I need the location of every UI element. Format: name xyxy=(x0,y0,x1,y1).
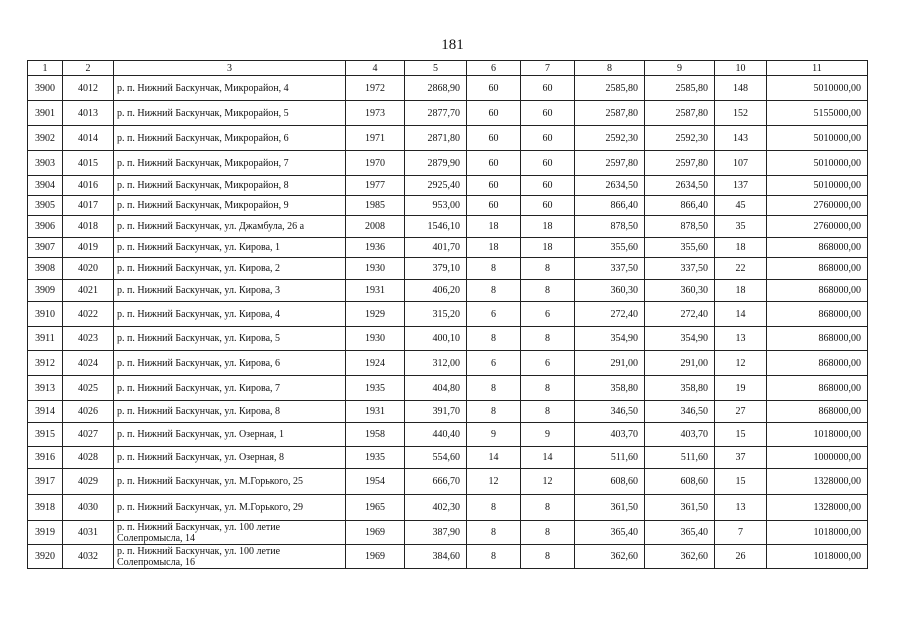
table-cell: р. п. Нижний Баскунчак, ул. Кирова, 4 xyxy=(114,302,346,327)
table-cell: 1935 xyxy=(346,447,405,469)
table-cell: 148 xyxy=(715,76,767,101)
column-header: 6 xyxy=(467,61,521,76)
table-cell: 60 xyxy=(467,196,521,216)
table-cell: 4026 xyxy=(63,401,114,423)
table-cell: 1546,10 xyxy=(405,216,467,238)
table-cell: 6 xyxy=(467,351,521,376)
table-cell: 3918 xyxy=(28,495,63,521)
table-cell: 60 xyxy=(467,151,521,176)
table-cell: 2587,80 xyxy=(575,101,645,126)
table-row xyxy=(28,126,868,151)
table-cell: 60 xyxy=(467,76,521,101)
table-cell: р. п. Нижний Баскунчак, ул. Озерная, 8 xyxy=(114,447,346,469)
table-cell: 7 xyxy=(715,521,767,545)
table-row xyxy=(28,327,868,351)
table-cell: 2597,80 xyxy=(575,151,645,176)
table-row xyxy=(28,280,868,302)
table-cell: 4024 xyxy=(63,351,114,376)
table-cell: 1965 xyxy=(346,495,405,521)
table-cell: 868000,00 xyxy=(767,280,868,302)
table-cell: 315,20 xyxy=(405,302,467,327)
table-cell: 60 xyxy=(521,176,575,196)
table-cell: 4017 xyxy=(63,196,114,216)
table-cell: 3919 xyxy=(28,521,63,545)
table-cell: 12 xyxy=(521,469,575,495)
table-cell: 8 xyxy=(521,280,575,302)
table-row xyxy=(28,216,868,238)
column-header: 11 xyxy=(767,61,868,76)
table-cell: 8 xyxy=(467,401,521,423)
table-cell: р. п. Нижний Баскунчак, ул. 100 летие Солепромысла, 14 xyxy=(114,521,346,545)
table-cell: 107 xyxy=(715,151,767,176)
table-cell: р. п. Нижний Баскунчак, ул. 100 летие Солепромысла, 16 xyxy=(114,545,346,569)
table-cell: 143 xyxy=(715,126,767,151)
table-cell: р. п. Нижний Баскунчак, Микрорайон, 6 xyxy=(114,126,346,151)
table-cell: 1929 xyxy=(346,302,405,327)
table-cell: 15 xyxy=(715,423,767,447)
table-row xyxy=(28,495,868,521)
table-cell: 3915 xyxy=(28,423,63,447)
table-cell: 13 xyxy=(715,495,767,521)
table-cell: 337,50 xyxy=(645,258,715,280)
table-cell: р. п. Нижний Баскунчак, ул. Озерная, 1 xyxy=(114,423,346,447)
table-cell: 1931 xyxy=(346,280,405,302)
table-cell: 4028 xyxy=(63,447,114,469)
table-cell: 8 xyxy=(467,280,521,302)
column-header: 10 xyxy=(715,61,767,76)
table-cell: 337,50 xyxy=(575,258,645,280)
table-cell: 3908 xyxy=(28,258,63,280)
table-cell: 511,60 xyxy=(575,447,645,469)
column-header: 9 xyxy=(645,61,715,76)
table-cell: 878,50 xyxy=(575,216,645,238)
table-cell: 4032 xyxy=(63,545,114,569)
column-header: 4 xyxy=(346,61,405,76)
table-cell: 362,60 xyxy=(645,545,715,569)
table-cell: 3905 xyxy=(28,196,63,216)
table-cell: 3909 xyxy=(28,280,63,302)
table-cell: 404,80 xyxy=(405,376,467,401)
table-cell: 400,10 xyxy=(405,327,467,351)
table-cell: 4019 xyxy=(63,238,114,258)
table-cell: 60 xyxy=(467,126,521,151)
table-cell: 2585,80 xyxy=(645,76,715,101)
table-cell: 868000,00 xyxy=(767,351,868,376)
table-cell: 403,70 xyxy=(645,423,715,447)
table-cell: 272,40 xyxy=(575,302,645,327)
table-cell: 60 xyxy=(467,101,521,126)
table-cell: 18 xyxy=(521,216,575,238)
table-cell: 18 xyxy=(715,238,767,258)
table-cell: 8 xyxy=(521,495,575,521)
table-cell: 358,80 xyxy=(645,376,715,401)
table-row xyxy=(28,447,868,469)
table-cell: 2760000,00 xyxy=(767,196,868,216)
table-cell: 3910 xyxy=(28,302,63,327)
table-cell: 4030 xyxy=(63,495,114,521)
table-cell: 60 xyxy=(521,101,575,126)
table-row xyxy=(28,258,868,280)
table-cell: 12 xyxy=(467,469,521,495)
table-cell: 866,40 xyxy=(575,196,645,216)
table-cell: 3901 xyxy=(28,101,63,126)
table-cell: 14 xyxy=(715,302,767,327)
table-row xyxy=(28,545,868,569)
table-cell: р. п. Нижний Баскунчак, ул. Кирова, 5 xyxy=(114,327,346,351)
table-cell: 3916 xyxy=(28,447,63,469)
table-cell: 152 xyxy=(715,101,767,126)
table-row xyxy=(28,302,868,327)
table-cell: 13 xyxy=(715,327,767,351)
table-cell: 1000000,00 xyxy=(767,447,868,469)
table-cell: 6 xyxy=(521,351,575,376)
table-cell: 3917 xyxy=(28,469,63,495)
table-cell: р. п. Нижний Баскунчак, Микрорайон, 5 xyxy=(114,101,346,126)
table-cell: 8 xyxy=(467,521,521,545)
table-cell: 1958 xyxy=(346,423,405,447)
table-cell: 9 xyxy=(467,423,521,447)
table-cell: 3907 xyxy=(28,238,63,258)
table-cell: 60 xyxy=(521,196,575,216)
table-cell: 8 xyxy=(521,401,575,423)
table-cell: 1969 xyxy=(346,521,405,545)
table-cell: 402,30 xyxy=(405,495,467,521)
table-row xyxy=(28,423,868,447)
table-cell: р. п. Нижний Баскунчак, Микрорайон, 4 xyxy=(114,76,346,101)
table-cell: 3904 xyxy=(28,176,63,196)
table-cell: 362,60 xyxy=(575,545,645,569)
table-cell: 361,50 xyxy=(645,495,715,521)
table-cell: 5010000,00 xyxy=(767,151,868,176)
table-cell: 2760000,00 xyxy=(767,216,868,238)
table-cell: 18 xyxy=(521,238,575,258)
table-cell: 1971 xyxy=(346,126,405,151)
column-header: 3 xyxy=(114,61,346,76)
table-cell: 1985 xyxy=(346,196,405,216)
table-cell: р. п. Нижний Баскунчак, Микрорайон, 7 xyxy=(114,151,346,176)
table-cell: 554,60 xyxy=(405,447,467,469)
table-cell: 22 xyxy=(715,258,767,280)
table-cell: 45 xyxy=(715,196,767,216)
column-header: 1 xyxy=(28,61,63,76)
table-cell: 2634,50 xyxy=(645,176,715,196)
table-cell: 5010000,00 xyxy=(767,176,868,196)
table-cell: 2877,70 xyxy=(405,101,467,126)
table-cell: 3920 xyxy=(28,545,63,569)
table-cell: 4023 xyxy=(63,327,114,351)
table-row xyxy=(28,376,868,401)
table-cell: 1018000,00 xyxy=(767,423,868,447)
table-cell: 3913 xyxy=(28,376,63,401)
table-cell: 1977 xyxy=(346,176,405,196)
table-cell: 291,00 xyxy=(645,351,715,376)
table-cell: 2634,50 xyxy=(575,176,645,196)
table-cell: 355,60 xyxy=(645,238,715,258)
table-cell: 3912 xyxy=(28,351,63,376)
table-cell: 1973 xyxy=(346,101,405,126)
table-cell: 868000,00 xyxy=(767,302,868,327)
table-cell: 354,90 xyxy=(645,327,715,351)
table-cell: 1018000,00 xyxy=(767,521,868,545)
table-cell: 272,40 xyxy=(645,302,715,327)
table-cell: 346,50 xyxy=(575,401,645,423)
table-cell: 18 xyxy=(715,280,767,302)
table-cell: 868000,00 xyxy=(767,238,868,258)
table-cell: 4021 xyxy=(63,280,114,302)
table-cell: р. п. Нижний Баскунчак, Микрорайон, 8 xyxy=(114,176,346,196)
table-cell: 4015 xyxy=(63,151,114,176)
table-cell: 355,60 xyxy=(575,238,645,258)
table-cell: 8 xyxy=(521,545,575,569)
table-cell: 35 xyxy=(715,216,767,238)
table-cell: 953,00 xyxy=(405,196,467,216)
table-row xyxy=(28,76,868,101)
table-body xyxy=(28,76,868,569)
table-cell: 354,90 xyxy=(575,327,645,351)
table-cell: 2592,30 xyxy=(575,126,645,151)
table-cell: 666,70 xyxy=(405,469,467,495)
table-cell: 868000,00 xyxy=(767,401,868,423)
table-cell: 8 xyxy=(467,327,521,351)
table-cell: 4031 xyxy=(63,521,114,545)
table-cell: 60 xyxy=(521,126,575,151)
table-cell: 511,60 xyxy=(645,447,715,469)
table-cell: 8 xyxy=(467,545,521,569)
table-cell: 4025 xyxy=(63,376,114,401)
table-cell: 2879,90 xyxy=(405,151,467,176)
table-cell: 3906 xyxy=(28,216,63,238)
table-cell: 878,50 xyxy=(645,216,715,238)
table-cell: 8 xyxy=(467,495,521,521)
table-cell: р. п. Нижний Баскунчак, ул. Джамбула, 26 а xyxy=(114,216,346,238)
table-cell: 379,10 xyxy=(405,258,467,280)
table-cell: 2587,80 xyxy=(645,101,715,126)
table-header-row xyxy=(28,61,868,76)
table-row xyxy=(28,176,868,196)
table-cell: 3902 xyxy=(28,126,63,151)
column-header: 7 xyxy=(521,61,575,76)
table-cell: 358,80 xyxy=(575,376,645,401)
table-cell: 1018000,00 xyxy=(767,545,868,569)
table-cell: 1924 xyxy=(346,351,405,376)
table-cell: 60 xyxy=(521,151,575,176)
table-cell: 5155000,00 xyxy=(767,101,868,126)
housing-registry-table xyxy=(27,60,868,569)
table-cell: 1936 xyxy=(346,238,405,258)
table-cell: 1954 xyxy=(346,469,405,495)
table-cell: 1930 xyxy=(346,258,405,280)
table-cell: 440,40 xyxy=(405,423,467,447)
table-cell: 406,20 xyxy=(405,280,467,302)
table-cell: 4022 xyxy=(63,302,114,327)
table-cell: 4016 xyxy=(63,176,114,196)
table-cell: 1972 xyxy=(346,76,405,101)
table-cell: 18 xyxy=(467,238,521,258)
table-cell: 3900 xyxy=(28,76,63,101)
table-cell: р. п. Нижний Баскунчак, ул. Кирова, 3 xyxy=(114,280,346,302)
table-cell: 5010000,00 xyxy=(767,76,868,101)
table-cell: 6 xyxy=(467,302,521,327)
table-cell: 2871,80 xyxy=(405,126,467,151)
table-cell: 4027 xyxy=(63,423,114,447)
table-cell: 868000,00 xyxy=(767,327,868,351)
table-cell: 27 xyxy=(715,401,767,423)
table-cell: 137 xyxy=(715,176,767,196)
table-cell: 37 xyxy=(715,447,767,469)
table-cell: 60 xyxy=(467,176,521,196)
table-cell: 866,40 xyxy=(645,196,715,216)
table-cell: 14 xyxy=(521,447,575,469)
table-cell: 60 xyxy=(521,76,575,101)
table-cell: 360,30 xyxy=(575,280,645,302)
table-cell: 365,40 xyxy=(645,521,715,545)
table-cell: 2868,90 xyxy=(405,76,467,101)
table-row xyxy=(28,351,868,376)
table-cell: 346,50 xyxy=(645,401,715,423)
table-row xyxy=(28,238,868,258)
table-cell: р. п. Нижний Баскунчак, ул. Кирова, 1 xyxy=(114,238,346,258)
table-cell: 384,60 xyxy=(405,545,467,569)
table-cell: 2597,80 xyxy=(645,151,715,176)
table-cell: 4012 xyxy=(63,76,114,101)
table-cell: 868000,00 xyxy=(767,258,868,280)
table-cell: 9 xyxy=(521,423,575,447)
table-cell: р. п. Нижний Баскунчак, ул. Кирова, 6 xyxy=(114,351,346,376)
table-cell: 8 xyxy=(467,376,521,401)
table-cell: 14 xyxy=(467,447,521,469)
table-cell: 365,40 xyxy=(575,521,645,545)
table-cell: 8 xyxy=(521,376,575,401)
table-cell: 12 xyxy=(715,351,767,376)
table-cell: 608,60 xyxy=(575,469,645,495)
table-cell: 15 xyxy=(715,469,767,495)
table-cell: 1935 xyxy=(346,376,405,401)
table-row xyxy=(28,469,868,495)
table-cell: 8 xyxy=(467,258,521,280)
table-cell: 1969 xyxy=(346,545,405,569)
table-cell: 1970 xyxy=(346,151,405,176)
table-cell: 4029 xyxy=(63,469,114,495)
table-row xyxy=(28,101,868,126)
table-cell: 4020 xyxy=(63,258,114,280)
table-cell: 401,70 xyxy=(405,238,467,258)
table-cell: 3911 xyxy=(28,327,63,351)
table-row xyxy=(28,196,868,216)
table-cell: 8 xyxy=(521,258,575,280)
table-cell: 1328000,00 xyxy=(767,495,868,521)
page-number: 181 xyxy=(441,37,464,53)
table-cell: 3914 xyxy=(28,401,63,423)
table-cell: 19 xyxy=(715,376,767,401)
table-cell: 2592,30 xyxy=(645,126,715,151)
table-row xyxy=(28,401,868,423)
table-cell: 18 xyxy=(467,216,521,238)
table-cell: 360,30 xyxy=(645,280,715,302)
table-cell: 5010000,00 xyxy=(767,126,868,151)
table-cell: 8 xyxy=(521,327,575,351)
table-cell: 4018 xyxy=(63,216,114,238)
table-cell: 6 xyxy=(521,302,575,327)
table-cell: р. п. Нижний Баскунчак, ул. М.Горького, 25 xyxy=(114,469,346,495)
table-cell: 4013 xyxy=(63,101,114,126)
table-cell: 2585,80 xyxy=(575,76,645,101)
table-cell: 403,70 xyxy=(575,423,645,447)
table-cell: 387,90 xyxy=(405,521,467,545)
table-cell: 868000,00 xyxy=(767,376,868,401)
table-cell: р. п. Нижний Баскунчак, ул. Кирова, 2 xyxy=(114,258,346,280)
table-cell: 312,00 xyxy=(405,351,467,376)
column-header: 2 xyxy=(63,61,114,76)
table-cell: 391,70 xyxy=(405,401,467,423)
table-cell: р. п. Нижний Баскунчак, Микрорайон, 9 xyxy=(114,196,346,216)
table-cell: 291,00 xyxy=(575,351,645,376)
table-cell: р. п. Нижний Баскунчак, ул. Кирова, 7 xyxy=(114,376,346,401)
table-cell: 608,60 xyxy=(645,469,715,495)
table-cell: 8 xyxy=(521,521,575,545)
table-cell: 1931 xyxy=(346,401,405,423)
table-row xyxy=(28,151,868,176)
table-cell: р. п. Нижний Баскунчак, ул. Кирова, 8 xyxy=(114,401,346,423)
table-row xyxy=(28,521,868,545)
column-header: 8 xyxy=(575,61,645,76)
table-cell: 3903 xyxy=(28,151,63,176)
table-cell: 4014 xyxy=(63,126,114,151)
table-cell: 1328000,00 xyxy=(767,469,868,495)
table-cell: 2008 xyxy=(346,216,405,238)
table-cell: 2925,40 xyxy=(405,176,467,196)
table-cell: 1930 xyxy=(346,327,405,351)
table-cell: 26 xyxy=(715,545,767,569)
table-cell: 361,50 xyxy=(575,495,645,521)
column-header: 5 xyxy=(405,61,467,76)
table-cell: р. п. Нижний Баскунчак, ул. М.Горького, 29 xyxy=(114,495,346,521)
